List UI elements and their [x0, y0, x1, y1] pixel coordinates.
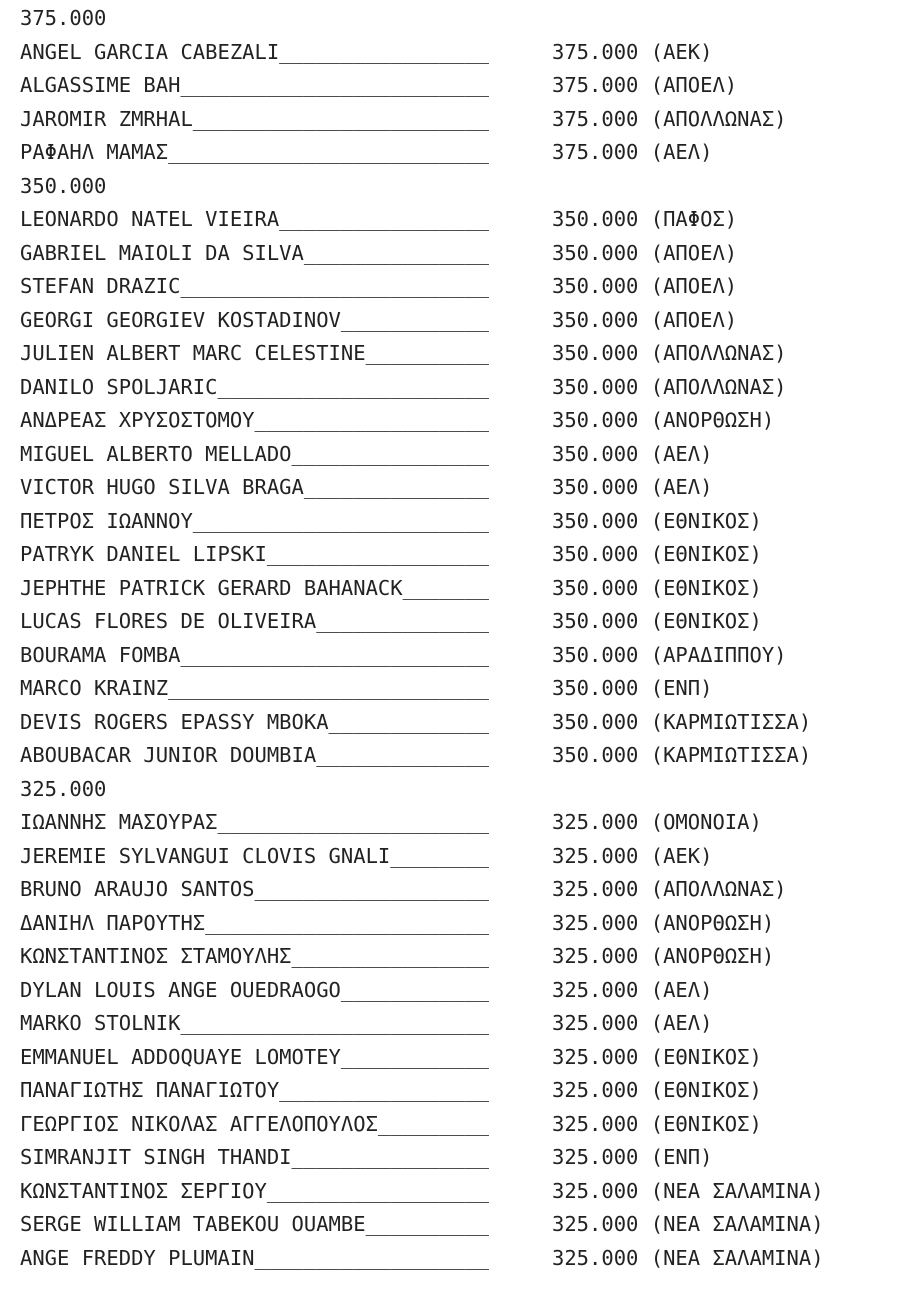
player-club: (ΑΕΛ) [650, 977, 713, 1002]
section-amount: 325.000 [20, 776, 107, 801]
player-name: PATRYK DANIEL LIPSKI__________________ [20, 542, 489, 566]
separator-space [638, 672, 650, 706]
player-club: (ΝΕΑ ΣΑΛΑΜΙΝΑ) [650, 1245, 824, 1270]
player-row [20, 840, 895, 874]
player-salary: 350.000 [552, 441, 639, 466]
player-club: (ΑΠΟΕΛ) [650, 240, 738, 265]
separator-space [638, 438, 650, 472]
player-row [20, 237, 895, 271]
separator-space [638, 371, 650, 405]
player-club: (ΕΝΠ) [650, 676, 713, 700]
player-name: ΓΕΩΡΓΙΟΣ ΝΙΚΟΛΑΣ ΑΓΓΕΛΟΠΟΥΛΟΣ_________ [20, 1111, 489, 1136]
player-club: (ΑΠΟΛΛΩΝΑΣ) [650, 106, 787, 131]
player-salary: 325.000 [552, 1078, 639, 1102]
player-club: (ΑΕΛ) [650, 475, 713, 499]
salary-list [20, 2, 895, 1275]
player-salary: 350.000 [552, 709, 639, 734]
player-name: BRUNO ARAUJO SANTOS___________________ [20, 877, 489, 901]
player-salary: 350.000 [552, 642, 639, 667]
player-club: (ΑΕΚ) [650, 39, 713, 64]
player-club: (ΑΕΛ) [650, 441, 713, 466]
player-name: ALGASSIME BAH_________________________ [20, 73, 489, 97]
player-name: JEPHTHE PATRICK GERARD BAHANACK_______ [20, 575, 489, 600]
player-club: (ΕΘΝΙΚΟΣ) [650, 1044, 762, 1069]
player-name: GABRIEL MAIOLI DA SILVA_______________ [20, 240, 489, 265]
separator-space [638, 1175, 650, 1209]
player-name: ΡΑΦΑΗΛ ΜΑΜΑΣ__________________________ [20, 140, 489, 164]
separator-space [638, 806, 650, 840]
player-name: MARKO STOLNIK_________________________ [20, 1011, 489, 1035]
player-name: DEVIS ROGERS EPASSY MBOKA_____________ [20, 709, 489, 734]
player-name: LEONARDO NATEL VIEIRA_________________ [20, 207, 489, 231]
player-club: (ΚΑΡΜΙΩΤΙΣΣΑ) [650, 743, 812, 767]
player-row [20, 1108, 895, 1142]
player-club: (ΟΜΟΝΟΙΑ) [650, 810, 762, 834]
player-name: BOURAMA FOMBA_________________________ [20, 642, 489, 667]
player-club: (ΕΝΠ) [650, 1145, 713, 1169]
player-row [20, 639, 895, 673]
separator-space [638, 136, 650, 170]
player-name: JAROMIR ZMRHAL________________________ [20, 106, 489, 131]
player-name: JEREMIE SYLVANGUI CLOVIS GNALI________ [20, 843, 489, 868]
player-name: ANGE FREDDY PLUMAIN___________________ [20, 1245, 489, 1270]
player-club: (ΑΡΑΔΙΠΠΟΥ) [650, 642, 787, 667]
separator-space [638, 1007, 650, 1041]
player-row [20, 1242, 895, 1276]
player-name: DYLAN LOUIS ANGE OUEDRAOGO____________ [20, 977, 489, 1002]
player-row [20, 1074, 895, 1108]
player-name: ΑΝΔΡΕΑΣ ΧΡΥΣΟΣΤΟΜΟΥ___________________ [20, 408, 489, 432]
separator-space [638, 605, 650, 639]
player-row [20, 69, 895, 103]
player-club: (ΕΘΝΙΚΟΣ) [650, 1111, 762, 1136]
player-row [20, 1141, 895, 1175]
player-name: ΙΩΑΝΝΗΣ ΜΑΣΟΥΡΑΣ______________________ [20, 810, 489, 834]
separator-space [638, 203, 650, 237]
player-row [20, 974, 895, 1008]
player-club: (ΑΕΛ) [650, 140, 713, 164]
player-club: (ΕΘΝΙΚΟΣ) [650, 508, 762, 533]
player-salary: 375.000 [552, 106, 639, 131]
player-club: (ΑΠΟΕΛ) [650, 274, 738, 298]
player-row [20, 371, 895, 405]
player-salary: 325.000 [552, 1145, 639, 1169]
player-row [20, 471, 895, 505]
player-club: (ΑΠΟΛΛΩΝΑΣ) [650, 877, 787, 901]
player-salary: 325.000 [552, 910, 639, 935]
player-row [20, 1041, 895, 1075]
section-amount: 375.000 [20, 6, 107, 30]
player-salary: 375.000 [552, 73, 639, 97]
player-row [20, 706, 895, 740]
separator-space [638, 907, 650, 941]
player-row [20, 672, 895, 706]
player-salary: 350.000 [552, 609, 639, 633]
player-name: SERGE WILLIAM TABEKOU OUAMBE__________ [20, 1212, 489, 1236]
player-club: (ΚΑΡΜΙΩΤΙΣΣΑ) [650, 709, 812, 734]
player-name: SIMRANJIT SINGH THANDI________________ [20, 1145, 489, 1169]
section-amount: 350.000 [20, 173, 107, 198]
separator-space [638, 1041, 650, 1075]
player-name: ANGEL GARCIA CABEZALI_________________ [20, 39, 489, 64]
player-club: (ΕΘΝΙΚΟΣ) [650, 575, 762, 600]
player-name: MIGUEL ALBERTO MELLADO________________ [20, 441, 489, 466]
player-salary: 325.000 [552, 1044, 639, 1069]
section-header [20, 773, 895, 807]
separator-space [638, 639, 650, 673]
separator-space [638, 572, 650, 606]
player-row [20, 438, 895, 472]
player-club: (ΕΘΝΙΚΟΣ) [650, 1078, 762, 1102]
separator-space [638, 471, 650, 505]
separator-space [638, 873, 650, 907]
separator-space [638, 840, 650, 874]
section-header [20, 2, 895, 36]
player-name: ΠΑΝΑΓΙΩΤΗΣ ΠΑΝΑΓΙΩΤΟΥ_________________ [20, 1078, 489, 1102]
player-row [20, 304, 895, 338]
player-salary: 325.000 [552, 843, 639, 868]
player-name: DANILO SPOLJARIC______________________ [20, 374, 489, 399]
player-row [20, 806, 895, 840]
player-salary: 350.000 [552, 475, 639, 499]
player-row [20, 538, 895, 572]
player-row [20, 940, 895, 974]
player-name: JULIEN ALBERT MARC CELESTINE__________ [20, 341, 489, 365]
player-name: MARCO KRAINZ__________________________ [20, 676, 489, 700]
player-row [20, 605, 895, 639]
player-row [20, 1208, 895, 1242]
player-salary: 325.000 [552, 1245, 639, 1270]
player-salary: 325.000 [552, 877, 639, 901]
player-salary: 350.000 [552, 575, 639, 600]
player-salary: 325.000 [552, 1111, 639, 1136]
player-row [20, 136, 895, 170]
player-row [20, 337, 895, 371]
player-row [20, 505, 895, 539]
player-salary: 350.000 [552, 374, 639, 399]
player-club: (ΑΝΟΡΘΩΣΗ) [650, 910, 775, 935]
player-name: STEFAN DRAZIC_________________________ [20, 274, 489, 298]
separator-space [638, 706, 650, 740]
player-row [20, 739, 895, 773]
player-salary: 350.000 [552, 542, 639, 566]
separator-space [638, 404, 650, 438]
player-salary: 375.000 [552, 140, 639, 164]
player-salary: 350.000 [552, 341, 639, 365]
separator-space [638, 1141, 650, 1175]
player-club: (ΑΕΛ) [650, 1011, 713, 1035]
player-salary: 350.000 [552, 676, 639, 700]
player-name: LUCAS FLORES DE OLIVEIRA______________ [20, 609, 489, 633]
player-row [20, 103, 895, 137]
separator-space [638, 337, 650, 371]
separator-space [638, 974, 650, 1008]
player-club: (ΑΠΟΛΛΩΝΑΣ) [650, 341, 787, 365]
separator-space [638, 304, 650, 338]
separator-space [638, 538, 650, 572]
player-row [20, 404, 895, 438]
player-salary: 350.000 [552, 408, 639, 432]
separator-space [638, 69, 650, 103]
player-salary: 350.000 [552, 307, 639, 332]
player-salary: 325.000 [552, 1011, 639, 1035]
separator-space [638, 36, 650, 70]
player-name: VICTOR HUGO SILVA BRAGA_______________ [20, 475, 489, 499]
player-name: ΔΑΝΙΗΛ ΠΑΡΟΥΤΗΣ_______________________ [20, 910, 489, 935]
player-salary: 325.000 [552, 944, 639, 968]
player-row [20, 36, 895, 70]
player-salary: 325.000 [552, 810, 639, 834]
player-club: (ΕΘΝΙΚΟΣ) [650, 542, 762, 566]
player-salary: 375.000 [552, 39, 639, 64]
player-row [20, 1007, 895, 1041]
player-club: (ΑΠΟΕΛ) [650, 307, 738, 332]
player-club: (ΑΝΟΡΘΩΣΗ) [650, 944, 775, 968]
player-name: GEORGI GEORGIEV KOSTADINOV____________ [20, 307, 489, 332]
separator-space [638, 1208, 650, 1242]
player-name: ΚΩΝΣΤΑΝΤΙΝΟΣ ΣΤΑΜΟΥΛΗΣ________________ [20, 944, 489, 968]
separator-space [638, 739, 650, 773]
player-salary: 350.000 [552, 274, 639, 298]
player-salary: 350.000 [552, 240, 639, 265]
separator-space [638, 1108, 650, 1142]
separator-space [638, 1242, 650, 1276]
separator-space [638, 505, 650, 539]
player-row [20, 1175, 895, 1209]
player-club: (ΑΠΟΛΛΩΝΑΣ) [650, 374, 787, 399]
separator-space [638, 237, 650, 271]
player-club: (ΠΑΦΟΣ) [650, 207, 738, 231]
player-row [20, 907, 895, 941]
player-club: (ΑΕΚ) [650, 843, 713, 868]
player-row [20, 203, 895, 237]
player-name: EMMANUEL ADDOQUAYE LOMOTEY____________ [20, 1044, 489, 1069]
player-name: ABOUBACAR JUNIOR DOUMBIA______________ [20, 743, 489, 767]
player-club: (ΕΘΝΙΚΟΣ) [650, 609, 762, 633]
player-row [20, 572, 895, 606]
separator-space [638, 940, 650, 974]
player-row [20, 270, 895, 304]
player-club: (ΑΝΟΡΘΩΣΗ) [650, 408, 775, 432]
player-club: (ΑΠΟΕΛ) [650, 73, 738, 97]
player-salary: 325.000 [552, 1178, 639, 1203]
separator-space [638, 1074, 650, 1108]
player-salary: 350.000 [552, 508, 639, 533]
section-header [20, 170, 895, 204]
player-name: ΚΩΝΣΤΑΝΤΙΝΟΣ ΣΕΡΓΙΟΥ__________________ [20, 1178, 489, 1203]
separator-space [638, 103, 650, 137]
player-name: ΠΕΤΡΟΣ ΙΩΑΝΝΟΥ________________________ [20, 508, 489, 533]
player-row [20, 873, 895, 907]
player-salary: 350.000 [552, 207, 639, 231]
player-salary: 350.000 [552, 743, 639, 767]
player-salary: 325.000 [552, 1212, 639, 1236]
player-club: (ΝΕΑ ΣΑΛΑΜΙΝΑ) [650, 1178, 824, 1203]
separator-space [638, 270, 650, 304]
player-salary: 325.000 [552, 977, 639, 1002]
player-club: (ΝΕΑ ΣΑΛΑΜΙΝΑ) [650, 1212, 824, 1236]
